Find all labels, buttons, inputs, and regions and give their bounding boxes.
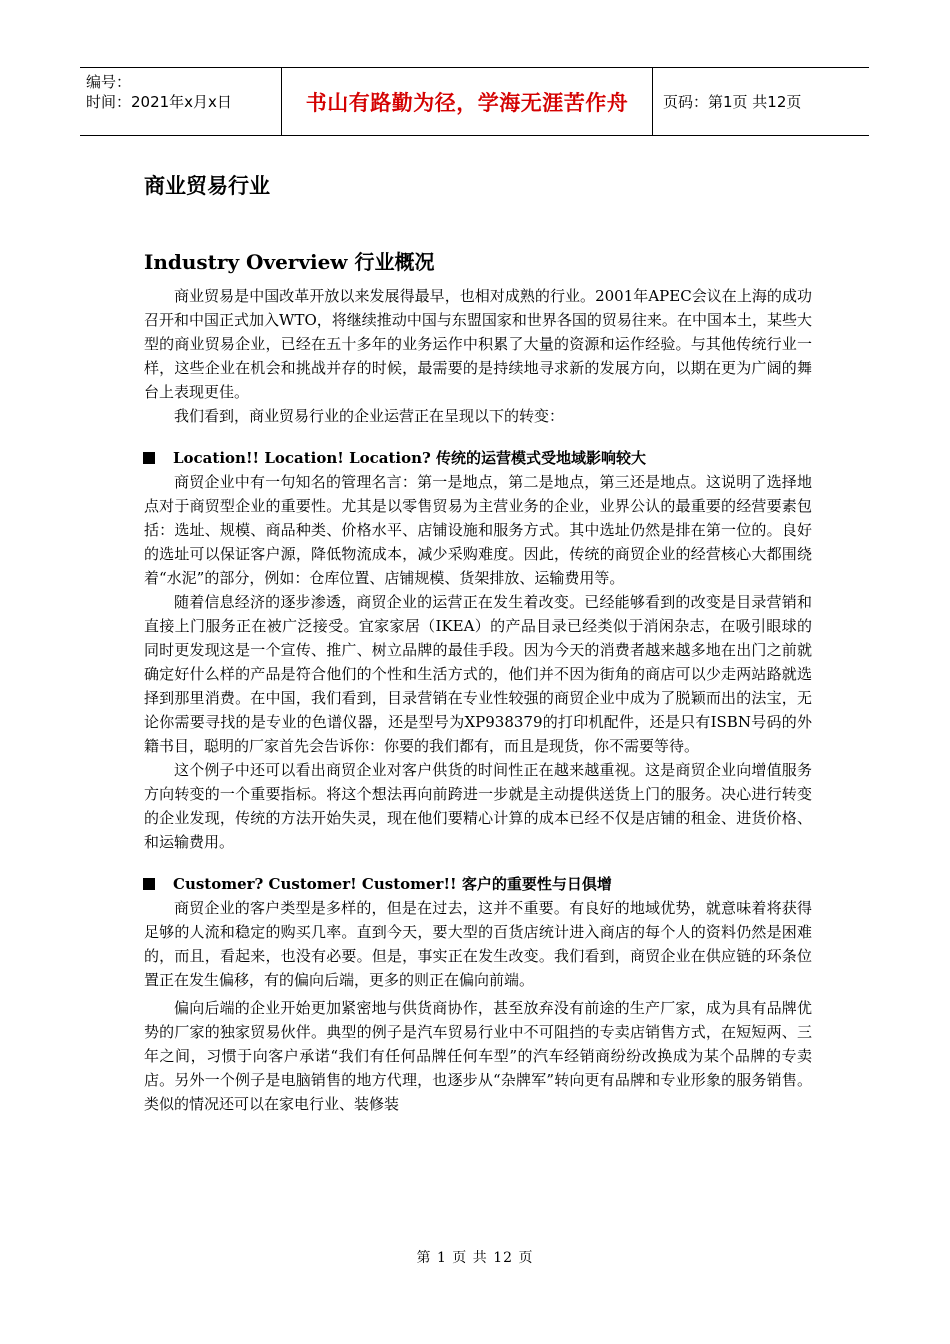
header-motto-cell (282, 68, 653, 135)
header-meta-cell (80, 68, 282, 135)
header-page-cell (653, 68, 869, 135)
page-header-table (80, 67, 869, 136)
square-bullet-icon (143, 878, 155, 890)
document-number-label: 编号： (86, 73, 132, 91)
section-paragraph: 商贸企业的客户类型是多样的，但是在过去，这并不重要。有良好的地域优势，就意味着将获得足够的人流和稳定的购买几率。直到今天，要大型的百货店统计进入商店的每个人的资料仍然是困难的，而且，看起来，也没有必要。但是，事实正在发生改变。我们看到，商贸企业在供应链的环条位置正在发生偏移，有的偏向后端，更多的则正在偏向前端。 (144, 899, 812, 989)
section-paragraph: 偏向后端的企业开始更加紧密地与供货商协作，甚至放弃没有前途的生产厂家，成为具有品牌优势的厂家的独家贸易伙伴。典型的例子是汽车贸易行业中不可阻挡的专卖店销售方式，在短短两、三年之间，习惯于向客户承诺“我们有任何品牌任何车型”的汽车经销商纷纷改换成为某个品牌的专卖店。另外一个例子是电脑销售的地方代理，也逐步从“杂牌军”转向更有品牌和专业形象的服务销售。类似的情况还可以在家电行业、装修装 (144, 999, 812, 1113)
overview-paragraph: 商业贸易是中国改革开放以来发展得最早，也相对成熟的行业。2001年APEC会议在上海的成功召开和中国正式加入WTO，将继续推动中国与东盟国家和世界各国的贸易往来。在中国本土，某些大型的商业贸易企业，已经在五十多年的业务运作中积累了大量的资源和运作经验。与其他传统行业一样，这些企业在机会和挑战并存的时候，最需要的是持续地寻求新的发展方向，以期在更为广阔的舞台上表现更佳。 (144, 287, 812, 401)
document-body (144, 284, 812, 1116)
section-paragraph: 商贸企业中有一句知名的管理名言：第一是地点，第二是地点，第三还是地点。这说明了选择地点对于商贸型企业的重要性。尤其是以零售贸易为主营业务的企业，业界公认的最重要的经营要素包括：选址、规模、商品种类、价格水平、店铺设施和服务方式。其中选址仍然是排在第一位的。良好的选址可以保证客户源，降低物流成本，减少采购难度。因此，传统的商贸企业的经营核心大都围绕着“水泥”的部分，例如：仓库位置、店铺规模、货架排放、运输费用等。 (144, 473, 812, 587)
header-page-info: 页码：第1页 共12页 (663, 93, 802, 111)
document-title: 商业贸易行业 (144, 174, 270, 198)
document-time-label: 时间：2021年x月x日 (86, 93, 232, 111)
section-heading-customer (143, 872, 811, 896)
header-motto: 书山有路勤为径，学海无涯苦作舟 (305, 90, 629, 115)
section-paragraph: 这个例子中还可以看出商贸企业对客户供货的时间性正在越来越重视。这是商贸企业向增值服务方向转变的一个重要指标。将这个想法再向前跨进一步就是主动提供送货上门的服务。决心进行转变的企业发现，传统的方法开始失灵，现在他们要精心计算的成本已经不仅是店铺的租金、进货价格、和运输费用。 (144, 761, 812, 851)
page-footer: 第 1 页 共 12 页 (416, 1250, 534, 1266)
section-heading-location (143, 446, 811, 470)
section-heading-text: Location!! Location! Location? 传统的运营模式受地域影响较大 (173, 449, 647, 467)
section-heading-text: Customer? Customer! Customer!! 客户的重要性与日俱增 (173, 875, 612, 893)
overview-paragraph: 我们看到，商业贸易行业的企业运营正在呈现以下的转变： (174, 407, 565, 425)
section-paragraph: 随着信息经济的逐步渗透，商贸企业的运营正在发生着改变。已经能够看到的改变是目录营销和直接上门服务正在被广泛接受。宜家家居（IKEA）的产品目录已经类似于消闲杂志，在吸引眼球的同时更发现这是一个宣传、推广、树立品牌的最佳手段。因为今天的消费者越来越多地在出门之前就确定好什么样的产品是符合他们的个性和生活方式的，他们并不因为街角的商店可以少走两站路就选择到那里消费。在中国，我们看到，目录营销在专业性较强的商贸企业中成为了脱颖而出的法宝，无论你需要寻找的是专业的色谱仪器，还是型号为XP938379的打印机配件，还是只有ISBN号码的外籍书目，聪明的厂家首先会告诉你：你要的我们都有，而且是现货，你不需要等待。 (144, 593, 812, 755)
square-bullet-icon (143, 452, 155, 464)
overview-heading: Industry Overview 行业概况 (144, 250, 435, 274)
